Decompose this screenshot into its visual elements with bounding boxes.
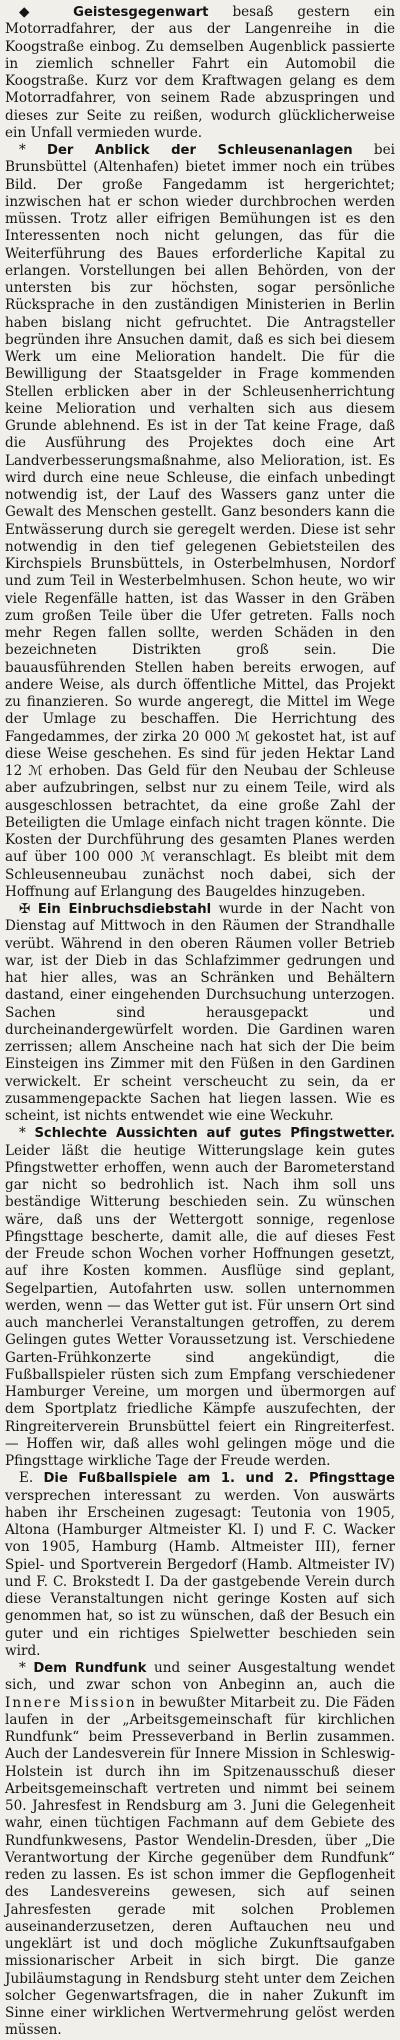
article-presence-of-mind [5, 4, 395, 142]
article-emphasis: Innere Mission [5, 1694, 137, 1711]
article-marker: E. [19, 1470, 34, 1487]
article-marker: ◆ [19, 4, 50, 20]
article-body: besaß gestern ein Motorradfahrer, der aus der Langenreihe in die Koogstraße einbog. Zu demselben Augenblick passierte in ziemlich schneller Fahrt ein Automobil die Koogstraße. Kurz vor dem Kraftwagen gelang es dem Motorradfahrer, von seinem Rade abzuspringen und dieses zur Seite zu reißen, wodurch glücklicherweise ein Unfall vermieden wurde. [5, 4, 395, 141]
article-marker: * [19, 1125, 26, 1142]
article-body: Leider läßt die heutige Witterungslage kein gutes Pfingstwetter erhoffen, wenn auch der Barometerstand gar nicht so bedrohlich ist. Nach ihm soll uns beständige Witterung beschieden sein. Zu wünschen wäre, daß uns der Wettergott sonnige, regenlose Pfingsttage bescherte, damit alle, die auf dieses Fest der Freude schon Wochen vorher Hoffnungen gesetzt, auf ihre Kosten kommen. Ausflüge sind geplant, Segelpartien, Autofahrten usw. sollen unternommen werden, wenn — das Wetter gut ist. Für unsern Ort sind auch mancherlei Veranstaltungen getroffen, zu derem Gelingen gutes Wetter Voraussetzung ist. Verschiedene Garten-Frühkonzerte sind angekündigt, die Fußballspieler rüsten sich zum Empfang verschiedener Hamburger Vereine, um morgen und übermorgen auf dem Sportplatz friedliche Kämpfe auszufechten, der Ringreiterverein Brunsbüttel feiert ein Ringreiterfest. — Hoffen wir, daß alles wohl gelingen möge und die Pfingsttage wirkliche Tage der Freude werden. [5, 1142, 395, 1469]
article-headline: Der Anblick der Schleusenanlagen [47, 143, 353, 158]
article-football-matches [5, 1470, 395, 1660]
article-body: in bewußter Mitarbeit zu. Die Fäden laufen in der „Arbeitsgemeinschaft für kirchlichen Rundfunk“ beim Presseverband in Berlin zusammen. Auch der Landesverein für Innere Mission in Schleswig-Holstein ist durch ihn im Spitzenausschuß dieser Arbeitsgemeinschaft vertreten und nimmt bei seinem 50. Jahresfest in Rendsburg am 3. Juni die Gelegenheit wahr, einen tüchtigen Fachmann auf dem Gebiete des Rundfunkwesens, Pastor Wendelin-Dresden, über „Die Verantwortung der Kirche gegenüber dem Rundfunk“ reden zu lassen. Es ist schon immer die Gepflogenheit des Landesvereins gewesen, sich auf seinen Jahresfesten gerade mit solchen Problemen auseinanderzusetzen, deren Auftauchen neu und ungeklärt ist und doch mögliche Zukunftsaufgaben missionarischer Arbeit in sich birgt. Die ganze Jubiläumstagung in Rendsburg steht unter dem Zeichen solcher Gegenwartsfragen, die in naher Zukunft im Sinne einer wirklichen Wertvermehrung gelöst werden müssen. [5, 1694, 396, 2039]
article-body: wurde in der Nacht von Dienstag auf Mittwoch in den Räumen der Strandhalle verübt. Während in den oberen Räumen voller Betrieb war, ist der Dieb in das Schlafzimmer gedrungen und hat hier alles, was an Schränken und Behältern dastand, einer eingehenden Durchsuchung unterzogen. Sachen sind herausgepackt und durcheinandergewürfelt worden. Die Gardinen waren zerrissen; allem Anscheine nach hat sich der Die beim Einsteigen ins Zimmer mit den Füßen in den Gardinen verwickelt. Er scheint verscheucht zu sein, da er zusammengepackte Sachen hat liegen lassen. Wie es scheint, ist nichts entwendet wie eine Weckuhr. [5, 901, 395, 1124]
local-news-column [5, 4, 395, 2040]
article-body: und seiner Ausgestaltung wendet sich, und zwar schon von Anbeginn an, auch die [5, 1660, 395, 1694]
article-burglary [5, 901, 395, 1125]
article-marker: ✠ [19, 901, 31, 917]
article-pentecost-weather [5, 1125, 395, 1470]
article-radio [5, 1660, 395, 2040]
article-body: bei Brunsbüttel (Altenhafen) bietet immer noch ein trübes Bild. Der große Fangedamm ist hergerichtet; inzwischen hat er schon wieder durchbrochen werden müssen. Trotz aller eifrigen Bemühungen ist es den Interessenten noch nicht gelungen, das für die Weiterführung des Baues erforderliche Kapital zu erlangen. Vorstellungen bei allen Behörden, von der untersten bis zur höchsten, sogar persönliche Rücksprache in den zuständigen Ministerien in Berlin haben bislang nicht gefruchtet. Die Antragsteller begründen ihre Ansuchen damit, daß es sich bei diesem Werk um eine Melioration handelt. Die für die Bewilligung der Staatsgelder in Frage kommenden Stellen erblicken aber in der Schleusenherrichtung keine Melioration und verhalten sich aus diesem Grunde ablehnend. Es ist in der Tat keine Frage, daß die Ausführung des Projektes doch eine Art Landverbesserungsmaßnahme, also Melioration, ist. Es wird durch eine neue Schleuse, die einfach unbedingt notwendig ist, der Lauf des Wassers ganz unter die Gewalt des Menschen gestellt. Ganz besonders kann die Entwässerung durch sie geregelt werden. Diese ist sehr notwendig in den tief gelegenen Gebietsteilen des Kirchspiels Brunsbüttels, in Osterbelmhusen, Nordorf und zum Teil in Westerbelmhusen. Schon heute, wo wir viele Regenfälle hatten, ist das Wasser in den Gräben zum großen Teile über die Ufer getreten. Falls noch mehr Regen fallen sollte, werden Schäden in den bezeichneten Distrikten groß sein. Die bauausführenden Stellen haben bereits erwogen, auf andere Weise, als durch öffentliche Mittel, das Projekt zu finanzieren. So wurde angeregt, die Mittel im Wege der Umlage zu beschaffen. Die Herrichtung des Fangedammes, der zirka 20 000 ℳ gekostet hat, ist auf diese Weise geschehen. Es sind für jeden Hektar Land 12 ℳ erhoben. Das Geld für den Neubau der Schleuse aber aufzubringen, selbst nur zu einem Teile, wird als ausgeschlossen betrachtet, da eine große Zahl der Beteiligten die Umlage einfach nicht tragen könnte. Die Kosten der Durchführung des gesamten Planes werden auf über 100 000 ℳ veranschlagt. Es bleibt mit dem Schleusenneubau zunächst noch dabei, sich der Hoffnung auf Erlangung des Baugeldes hinzugeben. [5, 142, 396, 900]
article-headline: Ein Einbruchsdiebstahl [37, 902, 212, 917]
article-lock-facilities [5, 142, 395, 901]
article-headline: Die Fußballspiele am 1. und 2. Pfingsttage [43, 1471, 395, 1487]
article-headline: Dem Rundfunk [33, 1661, 147, 1676]
article-marker: * [19, 1660, 26, 1676]
article-marker: * [19, 142, 26, 158]
article-headline: Schlechte Aussichten auf gutes Pfingstwetter. [34, 1126, 395, 1142]
article-body: versprechen interessant zu werden. Von auswärts haben ihr Erscheinen zugesagt: Teutonia von 1905, Altona (Hamburger Altmeister Kl. I) und F. C. Wacker von 1905, Hamburg (Hamb. Altmeister III), ferner Spiel- und Sportverein Bergedorf (Hamb. Altmeister IV) und F. C. Brokstedt I. Da der gastgebende Verein durch diese Veranstaltungen nicht geringe Kosten auf sich genommen hat, so ist zu wünschen, daß der Besuch ein guter und ein richtiges Spielwetter beschieden sein wird. [5, 1487, 395, 1659]
article-headline: Geistesgegenwart [73, 5, 209, 20]
